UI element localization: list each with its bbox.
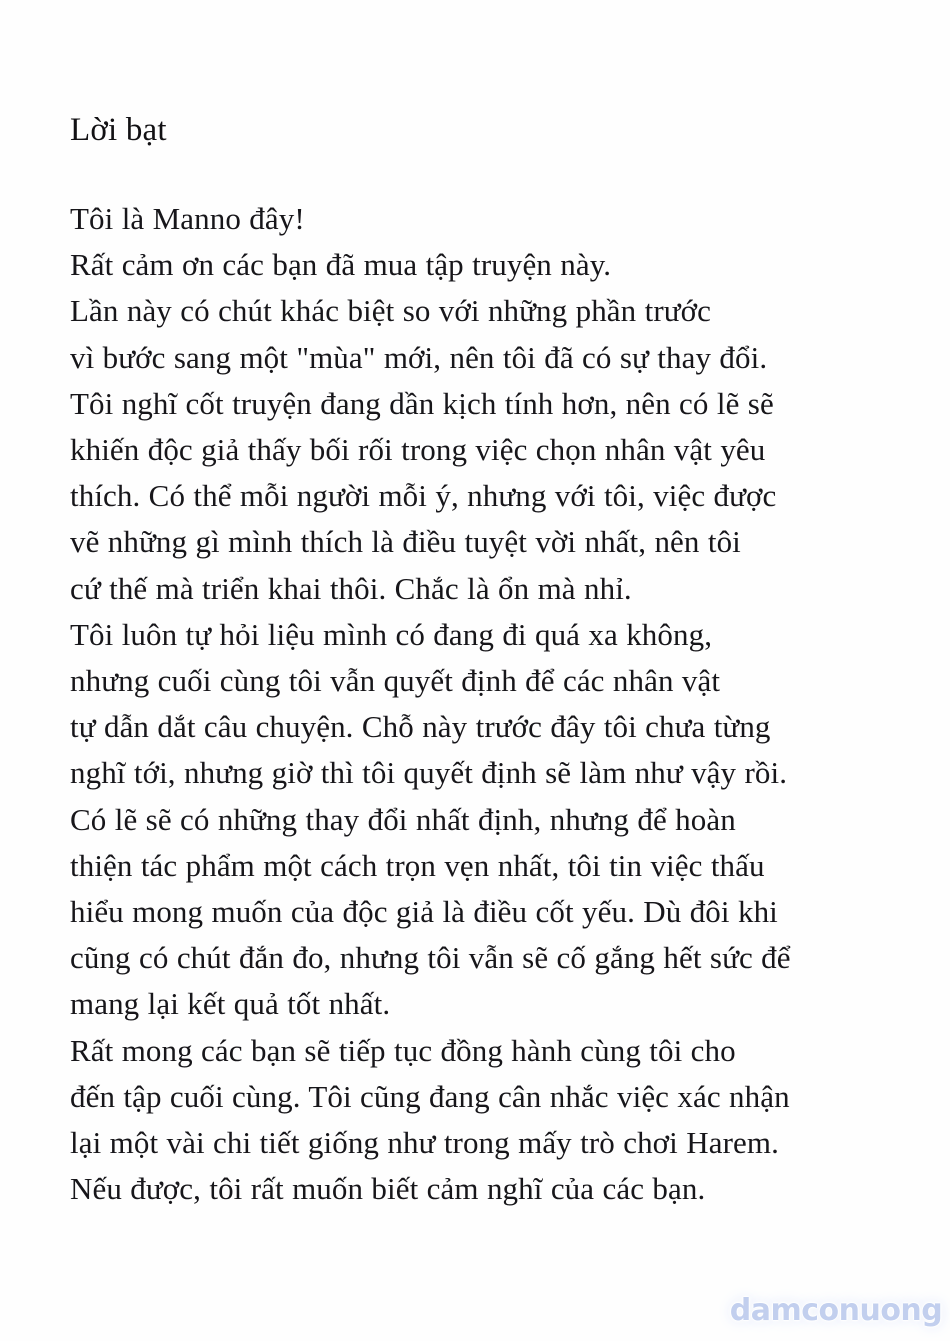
body-line: Có lẽ sẽ có những thay đổi nhất định, nhưng để hoàn <box>70 801 736 837</box>
body-line: nhưng cuối cùng tôi vẫn quyết định để các nhân vật <box>70 663 721 699</box>
body-line: đến tập cuối cùng. Tôi cũng đang cân nhắc việc xác nhận <box>70 1078 790 1114</box>
body-line: lại một vài chi tiết giống như trong mấy trò chơi Harem. <box>70 1125 779 1161</box>
body-line: hiểu mong muốn của độc giả là điều cốt yếu. Dù đôi khi <box>70 894 778 930</box>
body-line: Rất cảm ơn các bạn đã mua tập truyện này. <box>70 247 612 283</box>
body-line: vì bước sang một "mùa" mới, nên tôi đã có sự thay đổi. <box>70 339 768 375</box>
body-line: Tôi là Manno đây! <box>70 201 305 236</box>
body-line: Tôi luôn tự hỏi liệu mình có đang đi quá xa không, <box>70 616 713 652</box>
body-line: khiến độc giả thấy bối rối trong việc chọn nhân vật yêu <box>70 432 766 468</box>
body-line: nghĩ tới, nhưng giờ thì tôi quyết định sẽ làm như vậy rồi. <box>70 755 788 791</box>
body-line: vẽ những gì mình thích là điều tuyệt vời nhất, nên tôi <box>70 524 741 560</box>
watermark-text: damconuong <box>729 1292 943 1328</box>
body-line: Tôi nghĩ cốt truyện đang dần kịch tính hơn, nên có lẽ sẽ <box>70 385 774 421</box>
body-line: thích. Có thể mỗi người mỗi ý, nhưng với tôi, việc được <box>70 478 777 514</box>
body-line: cứ thế mà triển khai thôi. Chắc là ổn mà nhỉ. <box>70 570 632 606</box>
body-line: Nếu được, tôi rất muốn biết cảm nghĩ của các bạn. <box>70 1171 706 1207</box>
body-line: mang lại kết quả tốt nhất. <box>70 986 391 1022</box>
body-line: tự dẫn dắt câu chuyện. Chỗ này trước đây tôi chưa từng <box>70 709 771 745</box>
body-line: Rất mong các bạn sẽ tiếp tục đồng hành cùng tôi cho <box>70 1032 736 1068</box>
body-line: cũng có chút đắn đo, nhưng tôi vẫn sẽ cố gắng hết sức để <box>70 940 791 976</box>
body-line: Lần này có chút khác biệt so với những phần trước <box>70 293 712 329</box>
watermark <box>729 1288 943 1332</box>
body-line: thiện tác phẩm một cách trọn vẹn nhất, tôi tin việc thấu <box>70 847 765 883</box>
afterword-body <box>70 196 900 1212</box>
page-title: Lời bạt <box>70 112 167 148</box>
